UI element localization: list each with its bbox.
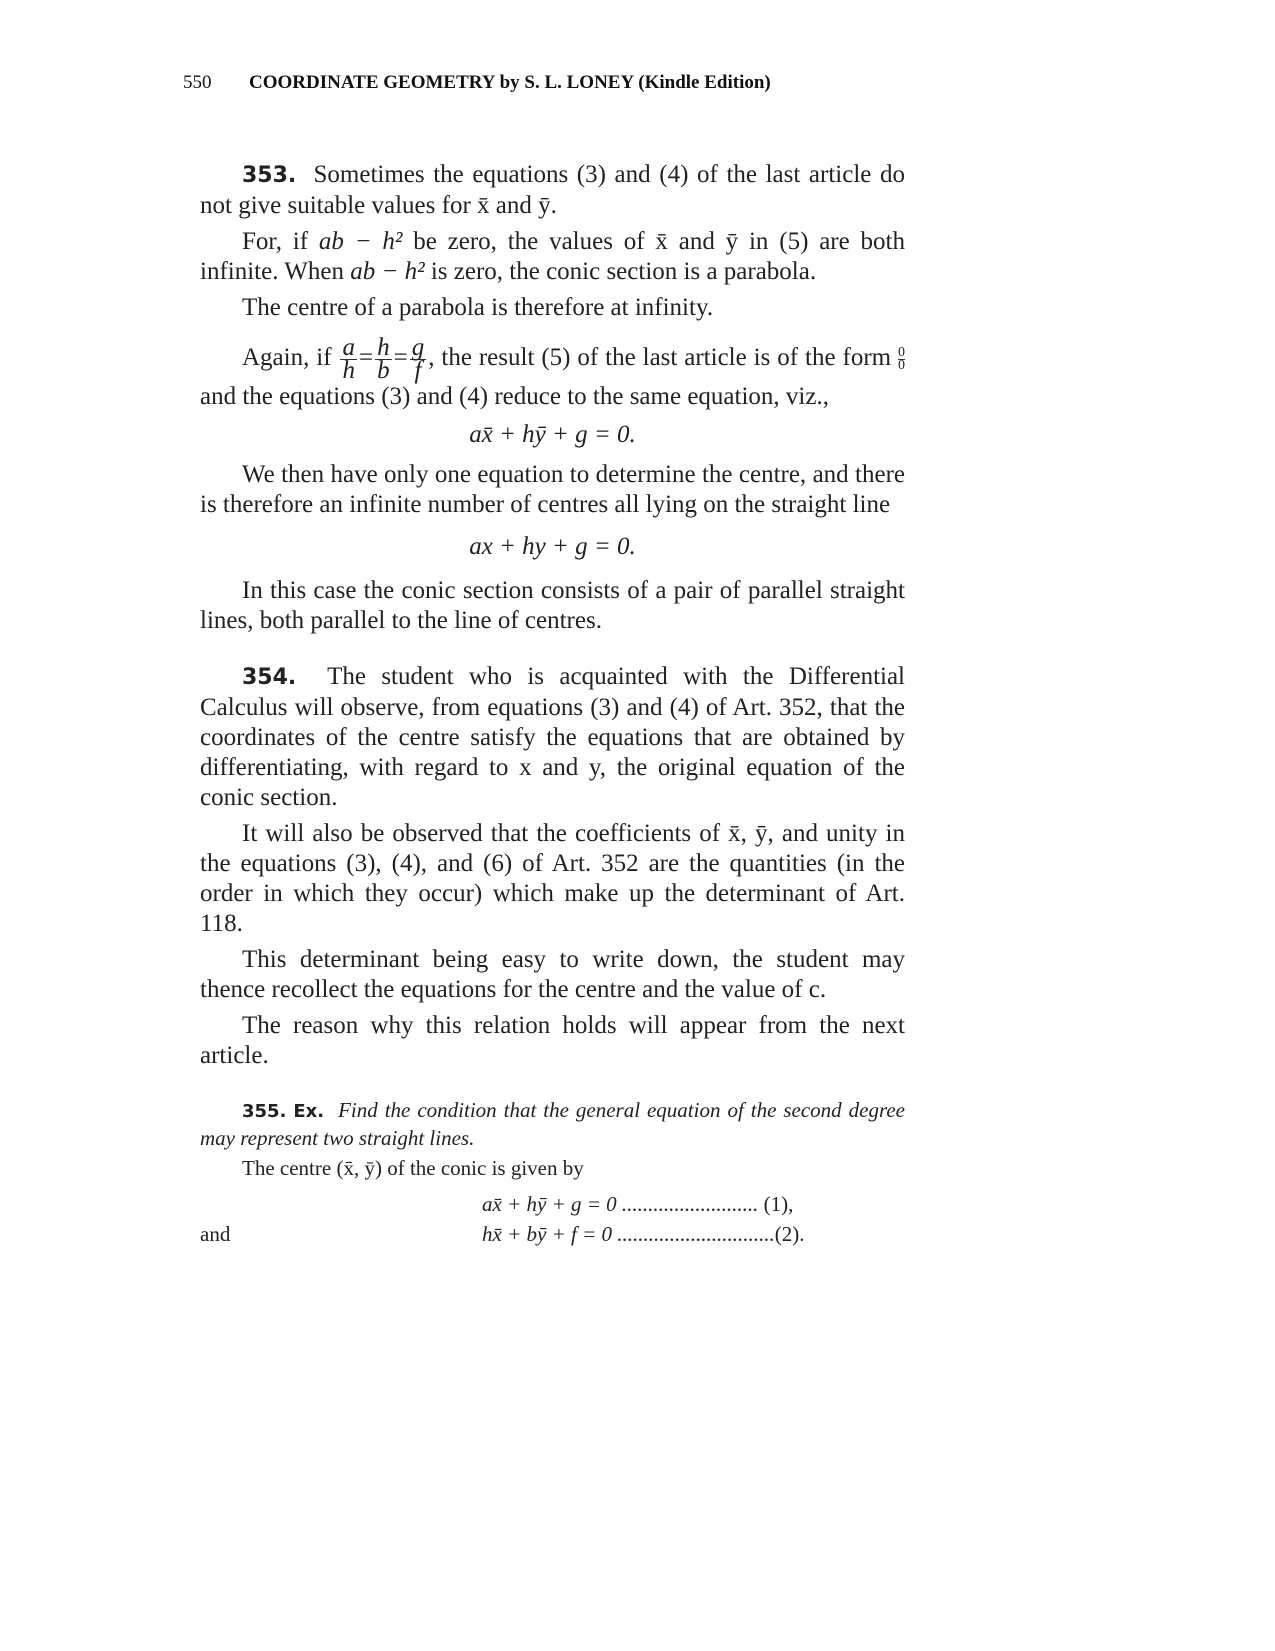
and-label: and [200,1222,231,1246]
s354-para3: This determinant being easy to write down, the student may thence recollect the equations for the centre and the value of c. [200,946,905,1003]
s353-para2: For, if ab − h² be zero, the values of x̄ and ȳ in (5) are both infinite. When ab − h² is zero, the conic section is a parabola. [200,228,905,285]
s353-para3: The centre of a parabola is therefore at infinity. [242,294,714,321]
book-title: COORDINATE GEOMETRY by S. L. LONEY (Kindle Edition) [249,72,771,93]
s353-para1: 353. Sometimes the equations (3) and (4) of the last article do not give suitable values for x̄ and ȳ. [200,161,905,219]
page-header [183,72,771,94]
s355-equation2: hx̄ + bȳ + f = 0 .............................. [482,1222,775,1246]
s355-para1: The centre (x̄, ȳ) of the conic is given by [242,1156,584,1180]
s355-equation1-row [200,1189,905,1219]
fraction-a-over-h: $\frac{a}{h}$ [342,334,355,384]
s354-para1: 354. The student who is acquainted with the Differential Calculus will observe, from equations (3) and (4) of Art. 352, that the coordinates of the centre satisfy the equations that are obtained by differentiating, with regard to x and y, the original equation of the conic section. [200,663,905,811]
fraction-zero-over-zero: $\frac{0}{0}$ [898,345,906,373]
section-354-number: 354. [242,665,297,690]
section-353-number: 353. [242,163,297,188]
s353-para7: In this case the conic section consists of a pair of parallel straight lines, both parallel to the line of centres. [200,577,905,634]
s353-para6: We then have only one equation to determine the centre, and there is therefore an infinite number of centres all lying on the straight line [200,461,905,518]
equation2-tag: (2). [774,1222,805,1246]
fraction-h-over-b: $\frac{h}{b}$ [377,334,390,384]
page-content [200,160,905,1249]
section-355-number: 355. [242,1101,287,1122]
example-label: Ex. [293,1101,325,1122]
s355-question: 355. Ex. Find the condition that the general equation of the second degree may represent two straight lines. [200,1098,906,1150]
equation1-tag: (1), [763,1192,794,1216]
s355-equation2-row [200,1219,905,1249]
s353-para4: Again, if $\frac{a}{h}$ = $\frac{h}{b}$ = $\frac{g}{f}$ , the result (5) of the last article is of the form $\frac{0}{0}$ and the equations (3) and (4) reduce to the same equation, viz., [200,334,906,410]
s353-equation2: ax + hy + g = 0. [469,533,636,560]
s355-equation1: ax̄ + hȳ + g = 0 .......................... [482,1192,764,1216]
s354-para2: It will also be observed that the coefficients of x̄, ȳ, and unity in the equations (3), (4), and (6) of Art. 352 are the quantities (in the order in which they occur) which make up the determinant of Art. 118. [200,820,905,937]
s353-equation1: ax̄ + hȳ + g = 0. [469,421,636,448]
s354-para4: The reason why this relation holds will appear from the next article. [200,1012,905,1069]
fraction-g-over-f: $\frac{g}{f}$ [411,334,425,384]
page-number: 550 [183,72,212,93]
